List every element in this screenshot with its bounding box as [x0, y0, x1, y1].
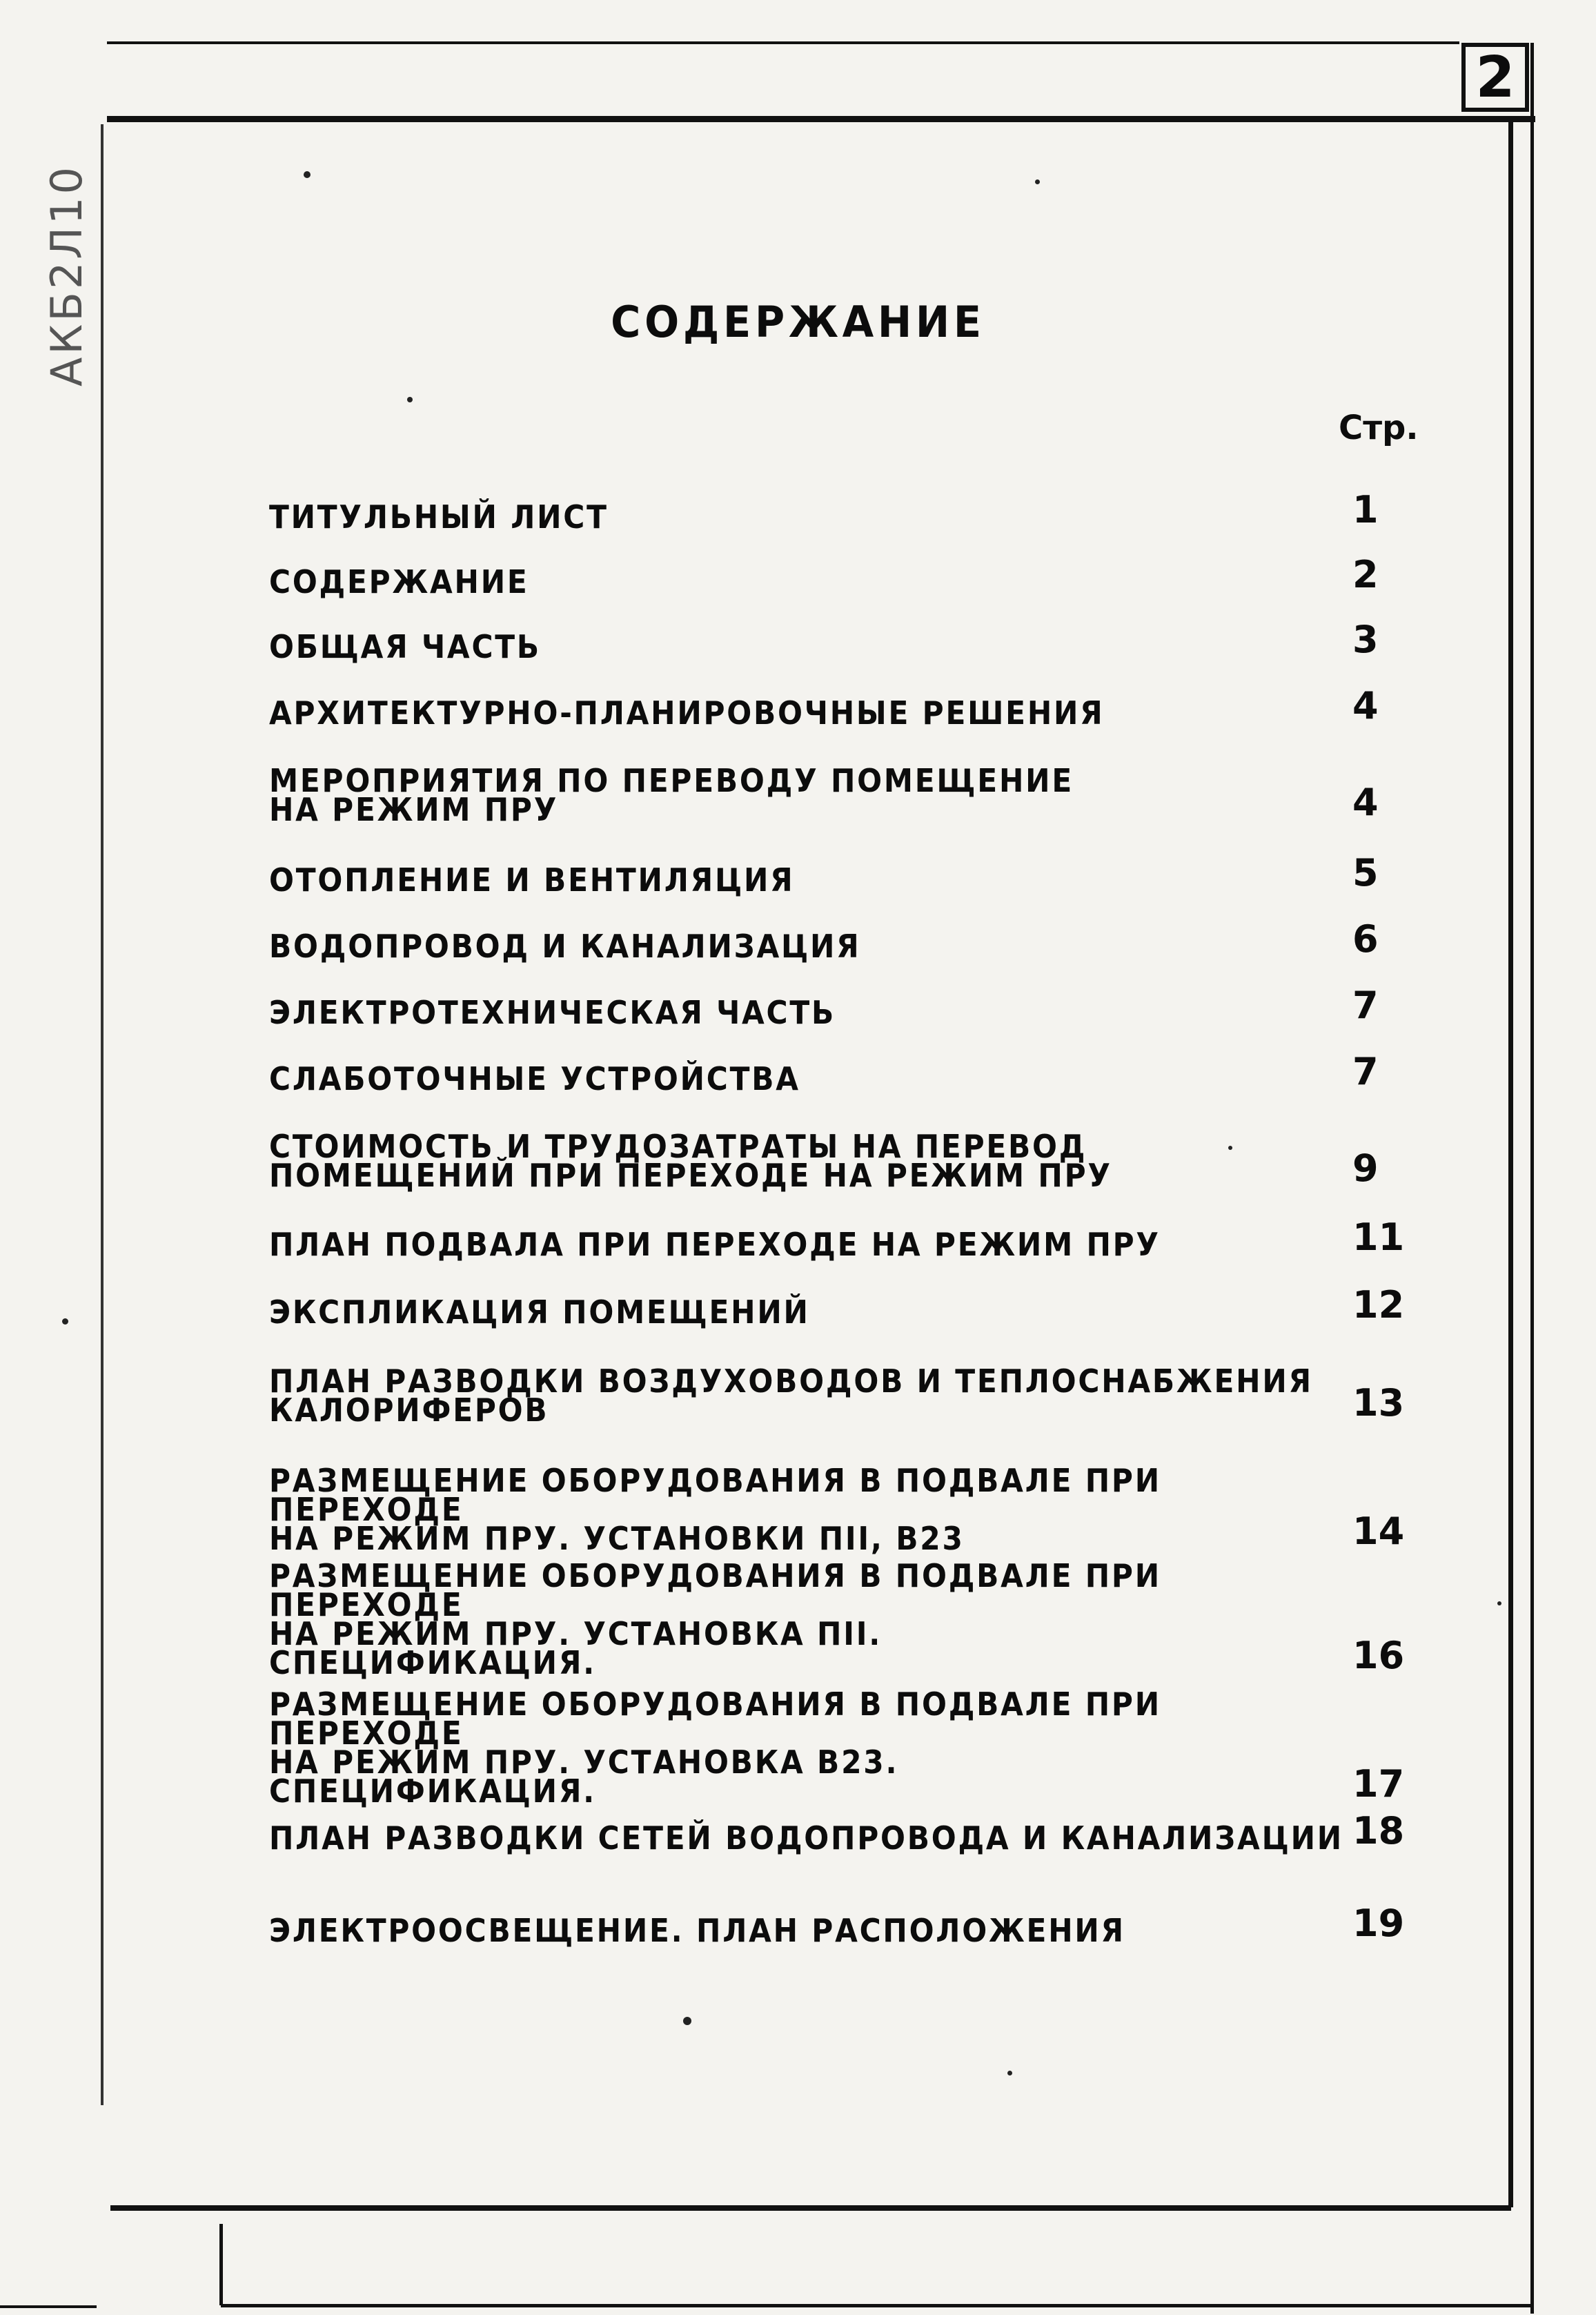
entry-page: 18: [1352, 1809, 1405, 1853]
entry-page: 5: [1352, 851, 1379, 895]
list-item: [269, 851, 1456, 899]
entry-title: СЛАБОТОЧНЫЕ УСТРОЙСТВА: [269, 1060, 800, 1097]
top-border-thick: [107, 116, 1535, 122]
entry-title: ОБЩАЯ ЧАСТЬ: [269, 628, 541, 665]
entry-page: 2: [1352, 553, 1379, 596]
scan-speck: [1497, 1601, 1501, 1605]
list-item: [269, 1050, 1456, 1097]
entry-title: МЕРОПРИЯТИЯ ПО ПЕРЕВОДУ ПОМЕЩЕНИЕ НА РЕЖИМ ПРУ: [269, 762, 1074, 828]
entry-page: 7: [1352, 984, 1379, 1027]
entry-title: СТОИМОСТЬ И ТРУДОЗАТРАТЫ НА ПЕРЕВОД ПОМЕЩЕНИЙ ПРИ ПЕРЕХОДЕ НА РЕЖИМ ПРУ: [269, 1128, 1112, 1194]
entry-page: 6: [1352, 917, 1379, 961]
entry-page: 9: [1352, 1146, 1379, 1190]
stub-short: [0, 2305, 97, 2308]
page-column-label: Стр.: [1339, 409, 1419, 447]
document-title: СОДЕРЖАНИЕ: [611, 297, 985, 347]
left-border: [101, 124, 104, 2105]
entry-page: 17: [1352, 1762, 1405, 1806]
entry-title: ВОДОПРОВОД И КАНАЛИЗАЦИЯ: [269, 928, 861, 965]
list-item: [269, 1462, 1456, 1557]
side-stamp: АКБ2Л10: [41, 164, 92, 387]
entry-title: СОДЕРЖАНИЕ: [269, 563, 529, 600]
bottom-border-outer: [221, 2304, 1532, 2307]
entry-title: ПЛАН РАЗВОДКИ ВОЗДУХОВОДОВ И ТЕПЛОСНАБЖЕНИЯ КАЛОРИФЕРОВ: [269, 1362, 1313, 1429]
entry-title: ТИТУЛЬНЫЙ ЛИСТ: [269, 498, 609, 536]
entry-page: 13: [1352, 1381, 1405, 1425]
list-item: [269, 684, 1456, 732]
entry-page: 11: [1352, 1215, 1405, 1259]
entry-title: ПЛАН РАЗВОДКИ СЕТЕЙ ВОДОПРОВОДА И КАНАЛИЗАЦИИ: [269, 1819, 1343, 1857]
entry-page: 3: [1352, 618, 1379, 661]
scan-speck: [1228, 1146, 1232, 1150]
right-border-outer: [1530, 43, 1534, 2314]
list-item: [269, 1362, 1456, 1429]
scan-speck: [1007, 2071, 1012, 2075]
entry-title: РАЗМЕЩЕНИЕ ОБОРУДОВАНИЯ В ПОДВАЛЕ ПРИ ПЕРЕХОДЕ НА РЕЖИМ ПРУ. УСТАНОВКИ ПII, В23: [269, 1462, 1161, 1557]
entry-title: АРХИТЕКТУРНО-ПЛАНИРОВОЧНЫЕ РЕШЕНИЯ: [269, 694, 1105, 732]
entry-title: ПЛАН ПОДВАЛА ПРИ ПЕРЕХОДЕ НА РЕЖИМ ПРУ: [269, 1226, 1161, 1263]
scan-speck: [683, 2017, 691, 2025]
list-item: [269, 1809, 1456, 1857]
page-number: 2: [1475, 44, 1515, 110]
scan-speck: [1035, 179, 1040, 184]
entry-title: ЭЛЕКТРОТЕХНИЧЕСКАЯ ЧАСТЬ: [269, 994, 836, 1031]
entry-page: 7: [1352, 1050, 1379, 1093]
list-item: [269, 1283, 1456, 1331]
entry-page: 16: [1352, 1634, 1405, 1677]
list-item: [269, 1557, 1456, 1681]
scan-speck: [62, 1318, 68, 1325]
entry-title: ЭКСПЛИКАЦИЯ ПОМЕЩЕНИЙ: [269, 1293, 810, 1331]
list-item: [269, 1128, 1456, 1194]
list-item: [269, 1902, 1456, 1949]
right-border: [1508, 116, 1513, 2207]
list-item: [269, 618, 1456, 665]
page-number-box: [1461, 43, 1529, 112]
entry-page: 1: [1352, 488, 1379, 531]
entry-page: 12: [1352, 1283, 1405, 1327]
entry-page: 4: [1352, 781, 1379, 824]
entry-page: 14: [1352, 1510, 1405, 1553]
entry-title: ЭЛЕКТРООСВЕЩЕНИЕ. ПЛАН РАСПОЛОЖЕНИЯ: [269, 1912, 1125, 1949]
entry-title: ОТОПЛЕНИЕ И ВЕНТИЛЯЦИЯ: [269, 861, 795, 899]
entry-page: 19: [1352, 1902, 1405, 1945]
list-item: [269, 1215, 1456, 1263]
list-item: [269, 984, 1456, 1031]
scan-speck: [304, 171, 311, 178]
entry-title: РАЗМЕЩЕНИЕ ОБОРУДОВАНИЯ В ПОДВАЛЕ ПРИ ПЕРЕХОДЕ НА РЕЖИМ ПРУ. УСТАНОВКА В23. СПЕЦИФИКАЦИЯ.: [269, 1686, 1161, 1810]
scan-speck: [407, 397, 413, 402]
entry-title: РАЗМЕЩЕНИЕ ОБОРУДОВАНИЯ В ПОДВАЛЕ ПРИ ПЕРЕХОДЕ НА РЕЖИМ ПРУ. УСТАНОВКА ПII. СПЕЦИФИКАЦИЯ.: [269, 1557, 1161, 1681]
entry-page: 4: [1352, 684, 1379, 727]
list-item: [269, 488, 1456, 536]
top-border-thin: [107, 41, 1459, 44]
list-item: [269, 1686, 1456, 1810]
list-item: [269, 553, 1456, 600]
list-item: [269, 762, 1456, 828]
stub-vertical: [219, 2224, 223, 2305]
bottom-border: [110, 2205, 1511, 2211]
list-item: [269, 917, 1456, 965]
